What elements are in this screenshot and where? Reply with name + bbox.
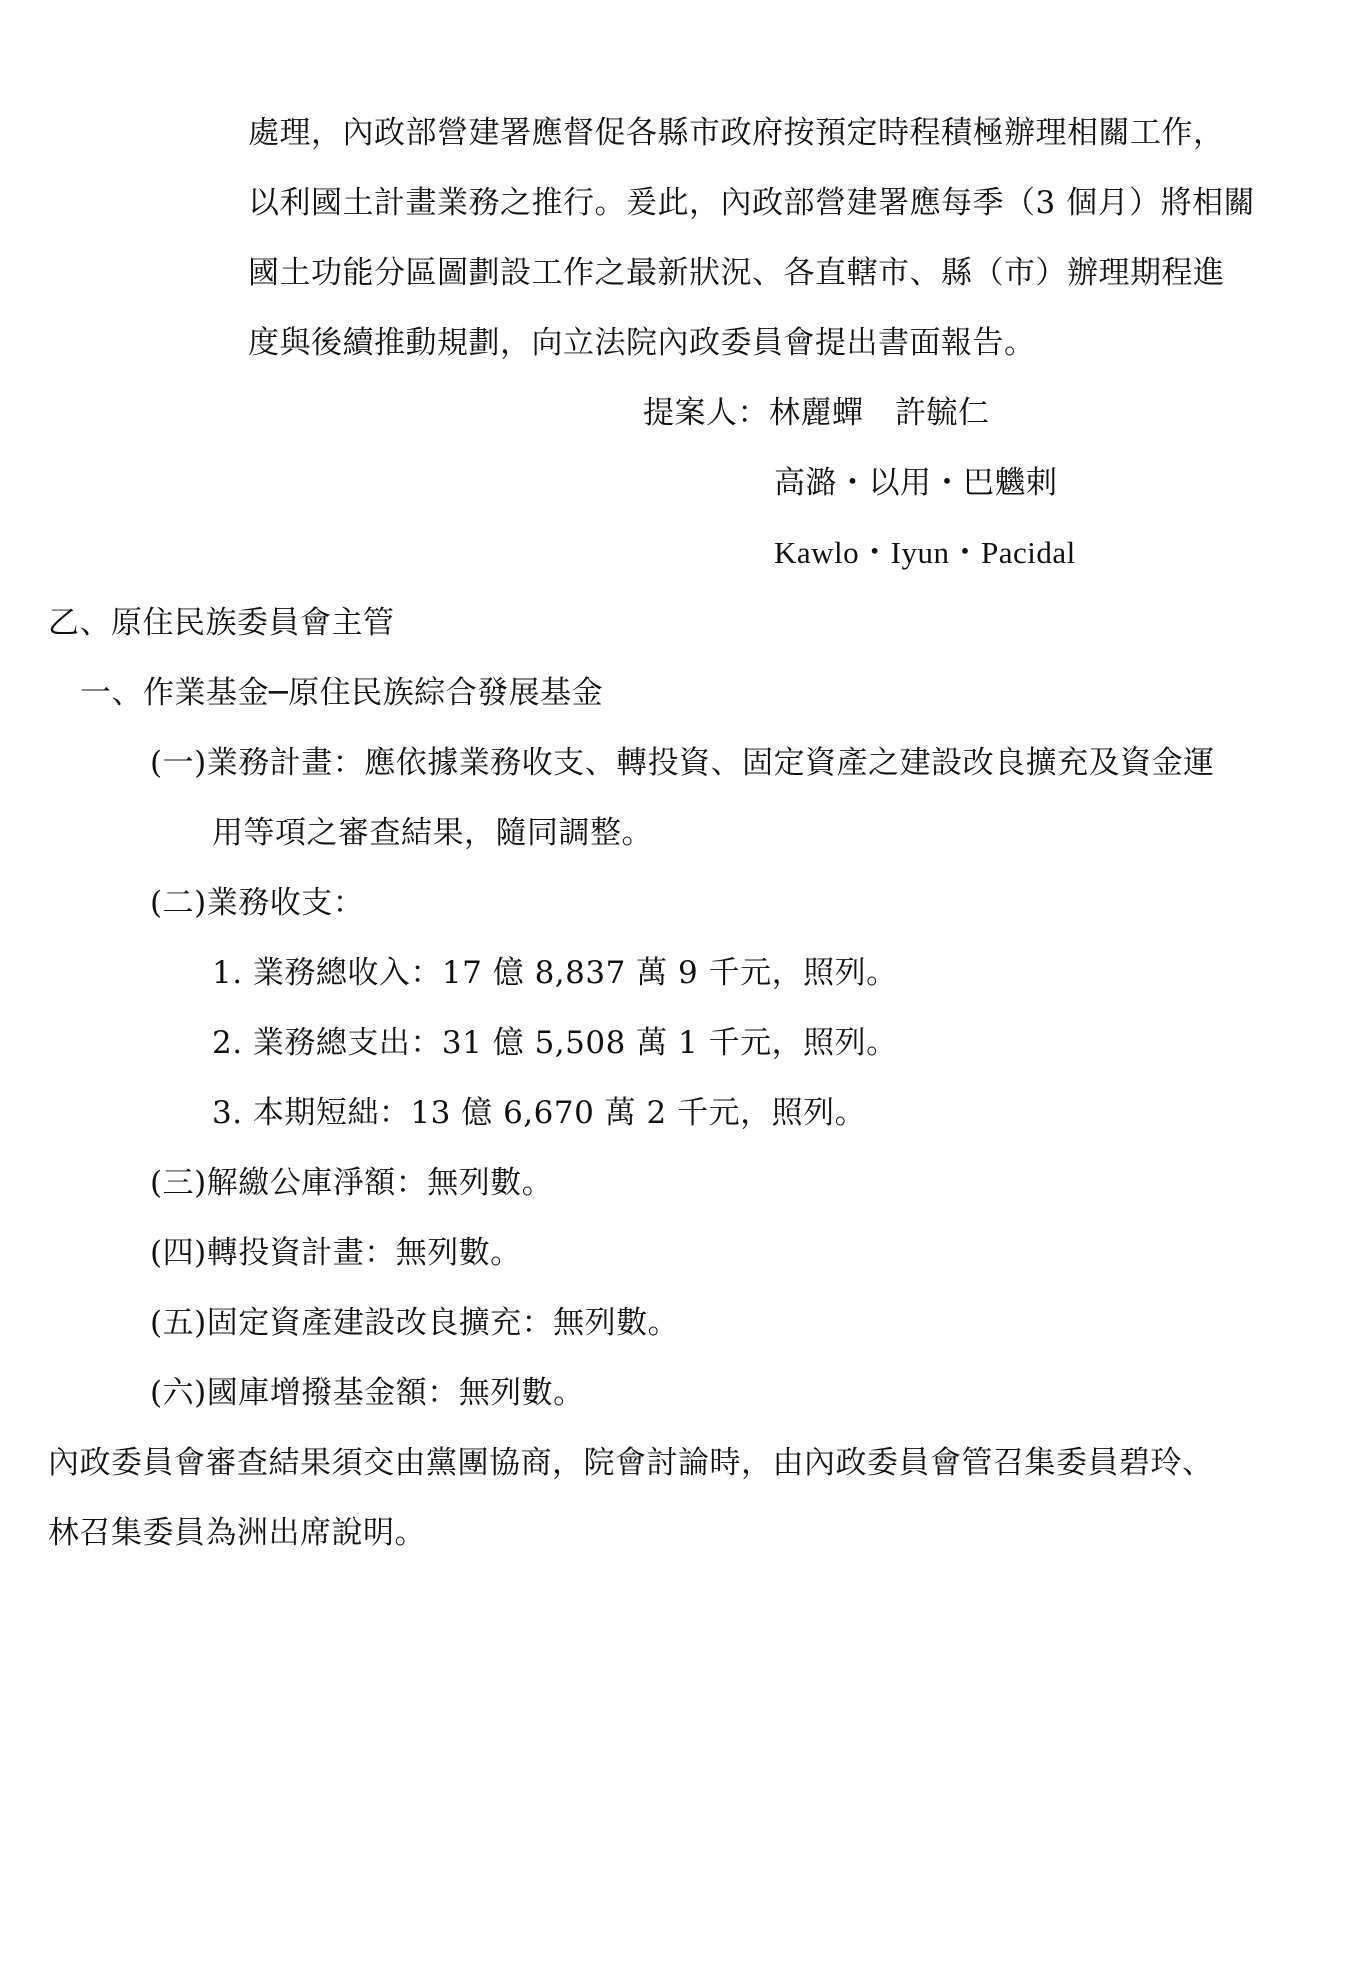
closing-line-1: 內政委員會審查結果須交由黨團協商，院會討論時，由內政委員會管召集委員碧玲、	[48, 1445, 1214, 1481]
sub-item-3: 3. 本期短絀：13 億 6,670 萬 2 千元，照列。	[212, 1095, 867, 1131]
item-5: (五)固定資產建設改良擴充：無列數。	[150, 1305, 680, 1341]
item-4: (四)轉投資計畫：無列數。	[150, 1235, 522, 1271]
item-1-line-2: 用等項之審查結果，隨同調整。	[212, 815, 653, 851]
section-subheading: 一、作業基金─原住民族綜合發展基金	[80, 675, 604, 711]
proposers-line-3: Kawlo・Iyun・Pacidal	[774, 535, 1076, 570]
intro-line-3: 國土功能分區圖劃設工作之最新狀況、各直轄市、縣（市）辦理期程進	[248, 255, 1225, 291]
item-3: (三)解繳公庫淨額：無列數。	[150, 1165, 554, 1201]
item-2: (二)業務收支：	[150, 885, 365, 921]
proposers-line-1: 提案人：林麗蟬 許毓仁	[643, 395, 990, 431]
intro-line-2: 以利國土計畫業務之推行。爰此，內政部營建署應每季（3 個月）將相關	[248, 185, 1256, 221]
intro-line-4: 度與後續推動規劃，向立法院內政委員會提出書面報告。	[248, 325, 1036, 361]
intro-line-1: 處理，內政部營建署應督促各縣市政府按預定時程積極辦理相關工作，	[248, 115, 1225, 151]
sub-item-1: 1. 業務總收入：17 億 8,837 萬 9 千元，照列。	[212, 955, 898, 991]
sub-item-2: 2. 業務總支出：31 億 5,508 萬 1 千元，照列。	[212, 1025, 898, 1061]
proposers-line-2: 高潞・以用・巴魕剌	[774, 465, 1058, 501]
closing-line-2: 林召集委員為洲出席說明。	[48, 1515, 426, 1551]
section-heading: 乙、原住民族委員會主管	[48, 605, 395, 641]
item-1-line-1: (一)業務計畫：應依據業務收支、轉投資、固定資產之建設改良擴充及資金運	[150, 745, 1215, 781]
item-6: (六)國庫增撥基金額：無列數。	[150, 1375, 585, 1411]
